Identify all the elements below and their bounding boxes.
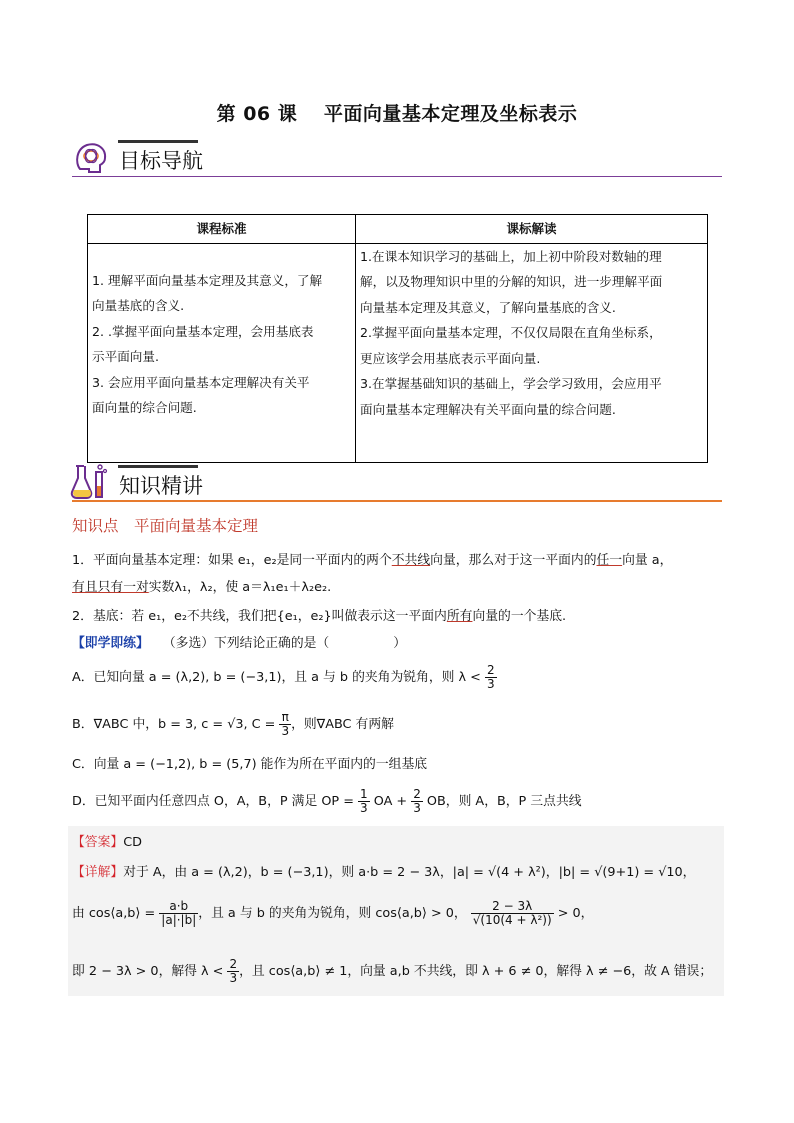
option-c: C．向量 a = (−1,2), b = (5,7) 能作为所在平面内的一组基底 [72, 757, 428, 772]
numerator: 2 − 3λ [471, 900, 554, 914]
table-line: 向量基底的含义. [92, 298, 185, 313]
denominator: √(10(4 + λ²)) [472, 913, 552, 927]
text: > 0， [557, 906, 594, 921]
fraction [485, 664, 497, 691]
text: D．已知平面内任意四点 O，A，B，P 满足 OP = [72, 794, 354, 809]
numerator: π [279, 711, 291, 725]
text: 向量，那么对于这一平面内的 [430, 553, 597, 568]
table-cell-interpretation [356, 243, 708, 462]
table-line: 更应该学会用基底表示平面向量. [360, 350, 541, 366]
text: A．已知向量 a = (λ,2), b = (−3,1)，且 a 与 b 的夹角为锐角，则 λ < [72, 670, 481, 685]
text: 向量的一个基底. [472, 609, 567, 624]
text: 实数λ₁，λ₂，使 a＝λ₁e₁＋λ₂e₂. [148, 580, 332, 595]
denominator: 3 [486, 677, 495, 691]
option-b [72, 711, 394, 738]
table-line: 2.掌握平面向量基本定理，不仅仅局限在直角坐标系， [360, 325, 662, 340]
text: ，则∇ABC 有两解 [291, 717, 394, 732]
curriculum-table [87, 214, 708, 463]
table-header: 课标解读 [356, 215, 708, 244]
numerator: 2 [413, 787, 421, 801]
table-line: 3. 会应用平面向量基本定理解决有关平 [92, 374, 310, 390]
text: 向量 a， [622, 553, 673, 568]
detail-line-1 [72, 861, 695, 880]
exercise-prompt: （多选）下列结论正确的是（ ） [162, 636, 406, 651]
table-line: 1. 理解平面向量基本定理及其意义，了解 [92, 272, 323, 288]
numerator: 2 [486, 663, 495, 677]
section-title-knowledge: 知识精讲 [119, 474, 203, 498]
text: ，且 a 与 b 的夹角为锐角，则 cos⟨a,b⟩ > 0， [198, 906, 467, 921]
table-cell-standards [88, 243, 356, 462]
numerator: 1 [360, 787, 368, 801]
fraction [471, 900, 554, 927]
underlined-term: 不共线 [391, 553, 431, 568]
underlined-term: 所有 [446, 609, 473, 624]
table-line: 面向量的综合问题. [92, 400, 197, 415]
section-rule [72, 176, 722, 177]
denominator: 3 [281, 724, 290, 738]
denominator: 3 [413, 801, 421, 815]
option-d [72, 788, 582, 815]
theorem-line-2 [72, 576, 331, 595]
fraction [227, 958, 239, 985]
underlined-term: 有且只有一对 [72, 580, 149, 595]
text: ，且 cos⟨a,b⟩ ≠ 1，向量 a,b 不共线，即 λ + 6 ≠ 0，解得 λ ≠ −6，故 A 错误； [239, 964, 713, 979]
numerator: a·b [159, 900, 198, 914]
numerator: 2 [229, 957, 238, 971]
brain-icon [72, 139, 110, 177]
table-line: 2. .掌握平面向量基本定理，会用基底表 [92, 323, 314, 339]
exercise-line [72, 632, 406, 651]
text: 对于 A，由 a = (λ,2)，b = (−3,1)，则 a·b = 2 − 3λ，|a| = √(4 + λ²)，|b| = √(9+1) = √10， [123, 865, 696, 880]
denominator: |a|·|b| [161, 913, 197, 927]
detail-line-3 [72, 958, 712, 985]
answer-line [72, 831, 142, 850]
section-top-tick [118, 140, 198, 143]
flask-icon [70, 462, 110, 502]
table-line: 向量基本定理及其意义，了解向量基底的含义. [360, 299, 616, 315]
answer-value: CD [123, 835, 142, 850]
fraction [411, 788, 423, 815]
detail-tag: 【详解】 [72, 865, 124, 880]
theorem-line-1 [72, 549, 672, 568]
page-title: 第 06 课 平面向量基本定理及坐标表示 [216, 103, 578, 125]
text: 即 2 − 3λ > 0，解得 λ < [72, 964, 224, 979]
exercise-tag: 【即学即练】 [72, 636, 149, 651]
table-line: 解，以及物理知识中里的分解的知识，进一步理解平面 [360, 274, 663, 289]
section-rule [72, 500, 722, 502]
text: OB，则 A，B，P 三点共线 [426, 794, 582, 809]
underlined-term: 任一 [596, 553, 623, 568]
text: B．∇ABC 中，b = 3, c = √3, C = [72, 717, 276, 732]
table-header: 课程标准 [88, 215, 356, 244]
table-line: 3.在掌握基础知识的基础上，学会学习致用，会应用平 [360, 376, 662, 391]
text: 1．平面向量基本定理：如果 e₁，e₂是同一平面内的两个 [72, 553, 392, 568]
answer-tag: 【答案】 [72, 835, 124, 850]
knowledge-point-title: 知识点 平面向量基本定理 [72, 517, 259, 535]
text: 由 cos⟨a,b⟩ = [72, 906, 156, 921]
section-top-tick [118, 465, 198, 468]
option-a [72, 664, 497, 691]
detail-line-2 [72, 900, 593, 927]
section-title-goals: 目标导航 [119, 149, 203, 173]
denominator: 3 [360, 801, 368, 815]
basis-line [72, 605, 566, 624]
denominator: 3 [229, 971, 238, 985]
text: 2．基底：若 e₁，e₂不共线，我们把{e₁，e₂}叫做表示这一平面内 [72, 609, 447, 624]
fraction [358, 788, 370, 815]
table-line: 面向量基本定理解决有关平面向量的综合问题. [360, 401, 616, 417]
fraction [159, 900, 198, 927]
text: OA + [373, 794, 408, 809]
table-line: 示平面向量. [92, 349, 159, 364]
table-line: 1.在课本知识学习的基础上，加上初中阶段对数轴的理 [360, 248, 662, 264]
fraction [279, 711, 291, 738]
